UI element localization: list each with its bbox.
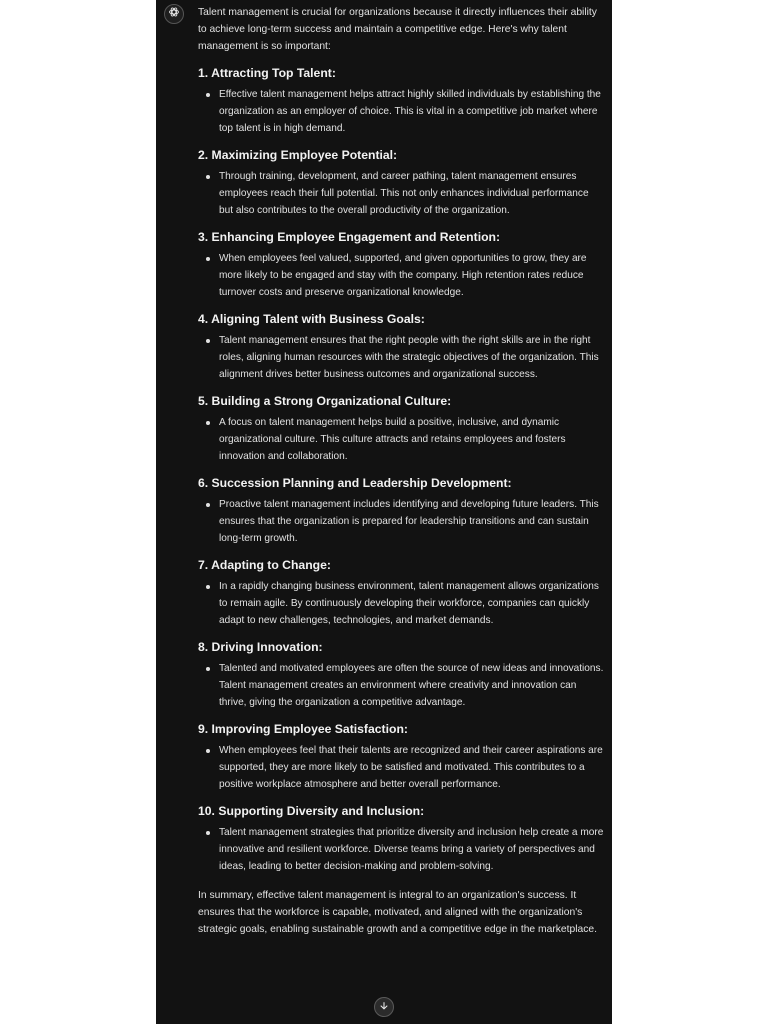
section: [198, 475, 606, 547]
section: [198, 229, 606, 301]
bullet-item: In a rapidly changing business environment, talent management allows organizations to remain agile. By continuously developing their workforce, companies can quickly adapt to new challenges, technologies, and market demands.: [219, 578, 606, 629]
bullet-item: Effective talent management helps attract highly skilled individuals by establishing the organization as an employer of choice. This is vital in a competitive job market where top talent is in high demand.: [219, 86, 606, 137]
section: [198, 803, 606, 875]
section: [198, 393, 606, 465]
section-heading: 10. Supporting Diversity and Inclusion:: [198, 804, 425, 818]
section-heading: 8. Driving Innovation:: [198, 640, 323, 654]
section: [198, 65, 606, 137]
sections-container: [198, 65, 606, 875]
section: [198, 311, 606, 383]
bullet-list: [198, 86, 606, 137]
section-heading: 2. Maximizing Employee Potential:: [198, 148, 398, 162]
bullet-item: Talented and motivated employees are often the source of new ideas and innovations. Talent management creates an environment where creativity and innovation can thrive, giving the organization a competitive advantage.: [219, 660, 606, 711]
section: [198, 639, 606, 711]
assistant-avatar: [164, 4, 184, 24]
bullet-list: [198, 414, 606, 465]
section: [198, 557, 606, 629]
bullet-item: When employees feel that their talents are recognized and their career aspirations are supported, they are more likely to be satisfied and motivated. This contributes to a positive workplace atmosphere and better overall performance.: [219, 742, 606, 793]
section: [198, 147, 606, 219]
section-heading: 6. Succession Planning and Leadership Development:: [198, 476, 512, 490]
scroll-down-button[interactable]: [374, 997, 394, 1017]
bullet-item: Talent management strategies that prioritize diversity and inclusion help create a more innovative and resilient workforce. Diverse teams bring a variety of perspectives and ideas, leading to better decision-making and problem-solving.: [219, 824, 606, 875]
chat-panel: [156, 0, 612, 1024]
assistant-message: [198, 4, 606, 938]
section-heading: 1. Attracting Top Talent:: [198, 66, 336, 80]
section-heading: 7. Adapting to Change:: [198, 558, 331, 572]
bullet-item: Talent management ensures that the right people with the right skills are in the right roles, aligning human resources with the strategic objectives of the organization. This alignment drives better business outcomes and organizational success.: [219, 332, 606, 383]
summary-paragraph: In summary, effective talent management is integral to an organization's success. It ensures that the workforce is capable, motivated, and aligned with the organization's strategic goals, enabling sustainable growth and a competitive edge in the marketplace.: [198, 890, 597, 935]
bullet-list: [198, 824, 606, 875]
bullet-list: [198, 496, 606, 547]
bullet-list: [198, 660, 606, 711]
section: [198, 721, 606, 793]
section-heading: 4. Aligning Talent with Business Goals:: [198, 312, 425, 326]
bullet-list: [198, 578, 606, 629]
bullet-list: [198, 168, 606, 219]
bullet-item: Proactive talent management includes identifying and developing future leaders. This ensures that the organization is prepared for leadership transitions and can sustain long-term growth.: [219, 496, 606, 547]
assistant-logo-icon: [168, 5, 180, 23]
bullet-list: [198, 742, 606, 793]
bullet-item: Through training, development, and career pathing, talent management ensures employees reach their full potential. This not only enhances individual performance but also contributes to the overall productivity of the organization.: [219, 168, 606, 219]
section-heading: 5. Building a Strong Organizational Culture:: [198, 394, 452, 408]
arrow-down-icon: [379, 998, 389, 1016]
section-heading: 3. Enhancing Employee Engagement and Retention:: [198, 230, 501, 244]
bullet-list: [198, 332, 606, 383]
bullet-item: A focus on talent management helps build a positive, inclusive, and dynamic organizational culture. This culture attracts and retains employees and fosters innovation and collaboration.: [219, 414, 606, 465]
section-heading: 9. Improving Employee Satisfaction:: [198, 722, 408, 736]
intro-paragraph: Talent management is crucial for organizations because it directly influences their ability to achieve long-term success and maintain a competitive edge. Here's why talent management is so important:: [198, 7, 597, 52]
bullet-list: [198, 250, 606, 301]
bullet-item: When employees feel valued, supported, and given opportunities to grow, they are more likely to be engaged and stay with the company. High retention rates reduce turnover costs and preserve organizational knowledge.: [219, 250, 606, 301]
